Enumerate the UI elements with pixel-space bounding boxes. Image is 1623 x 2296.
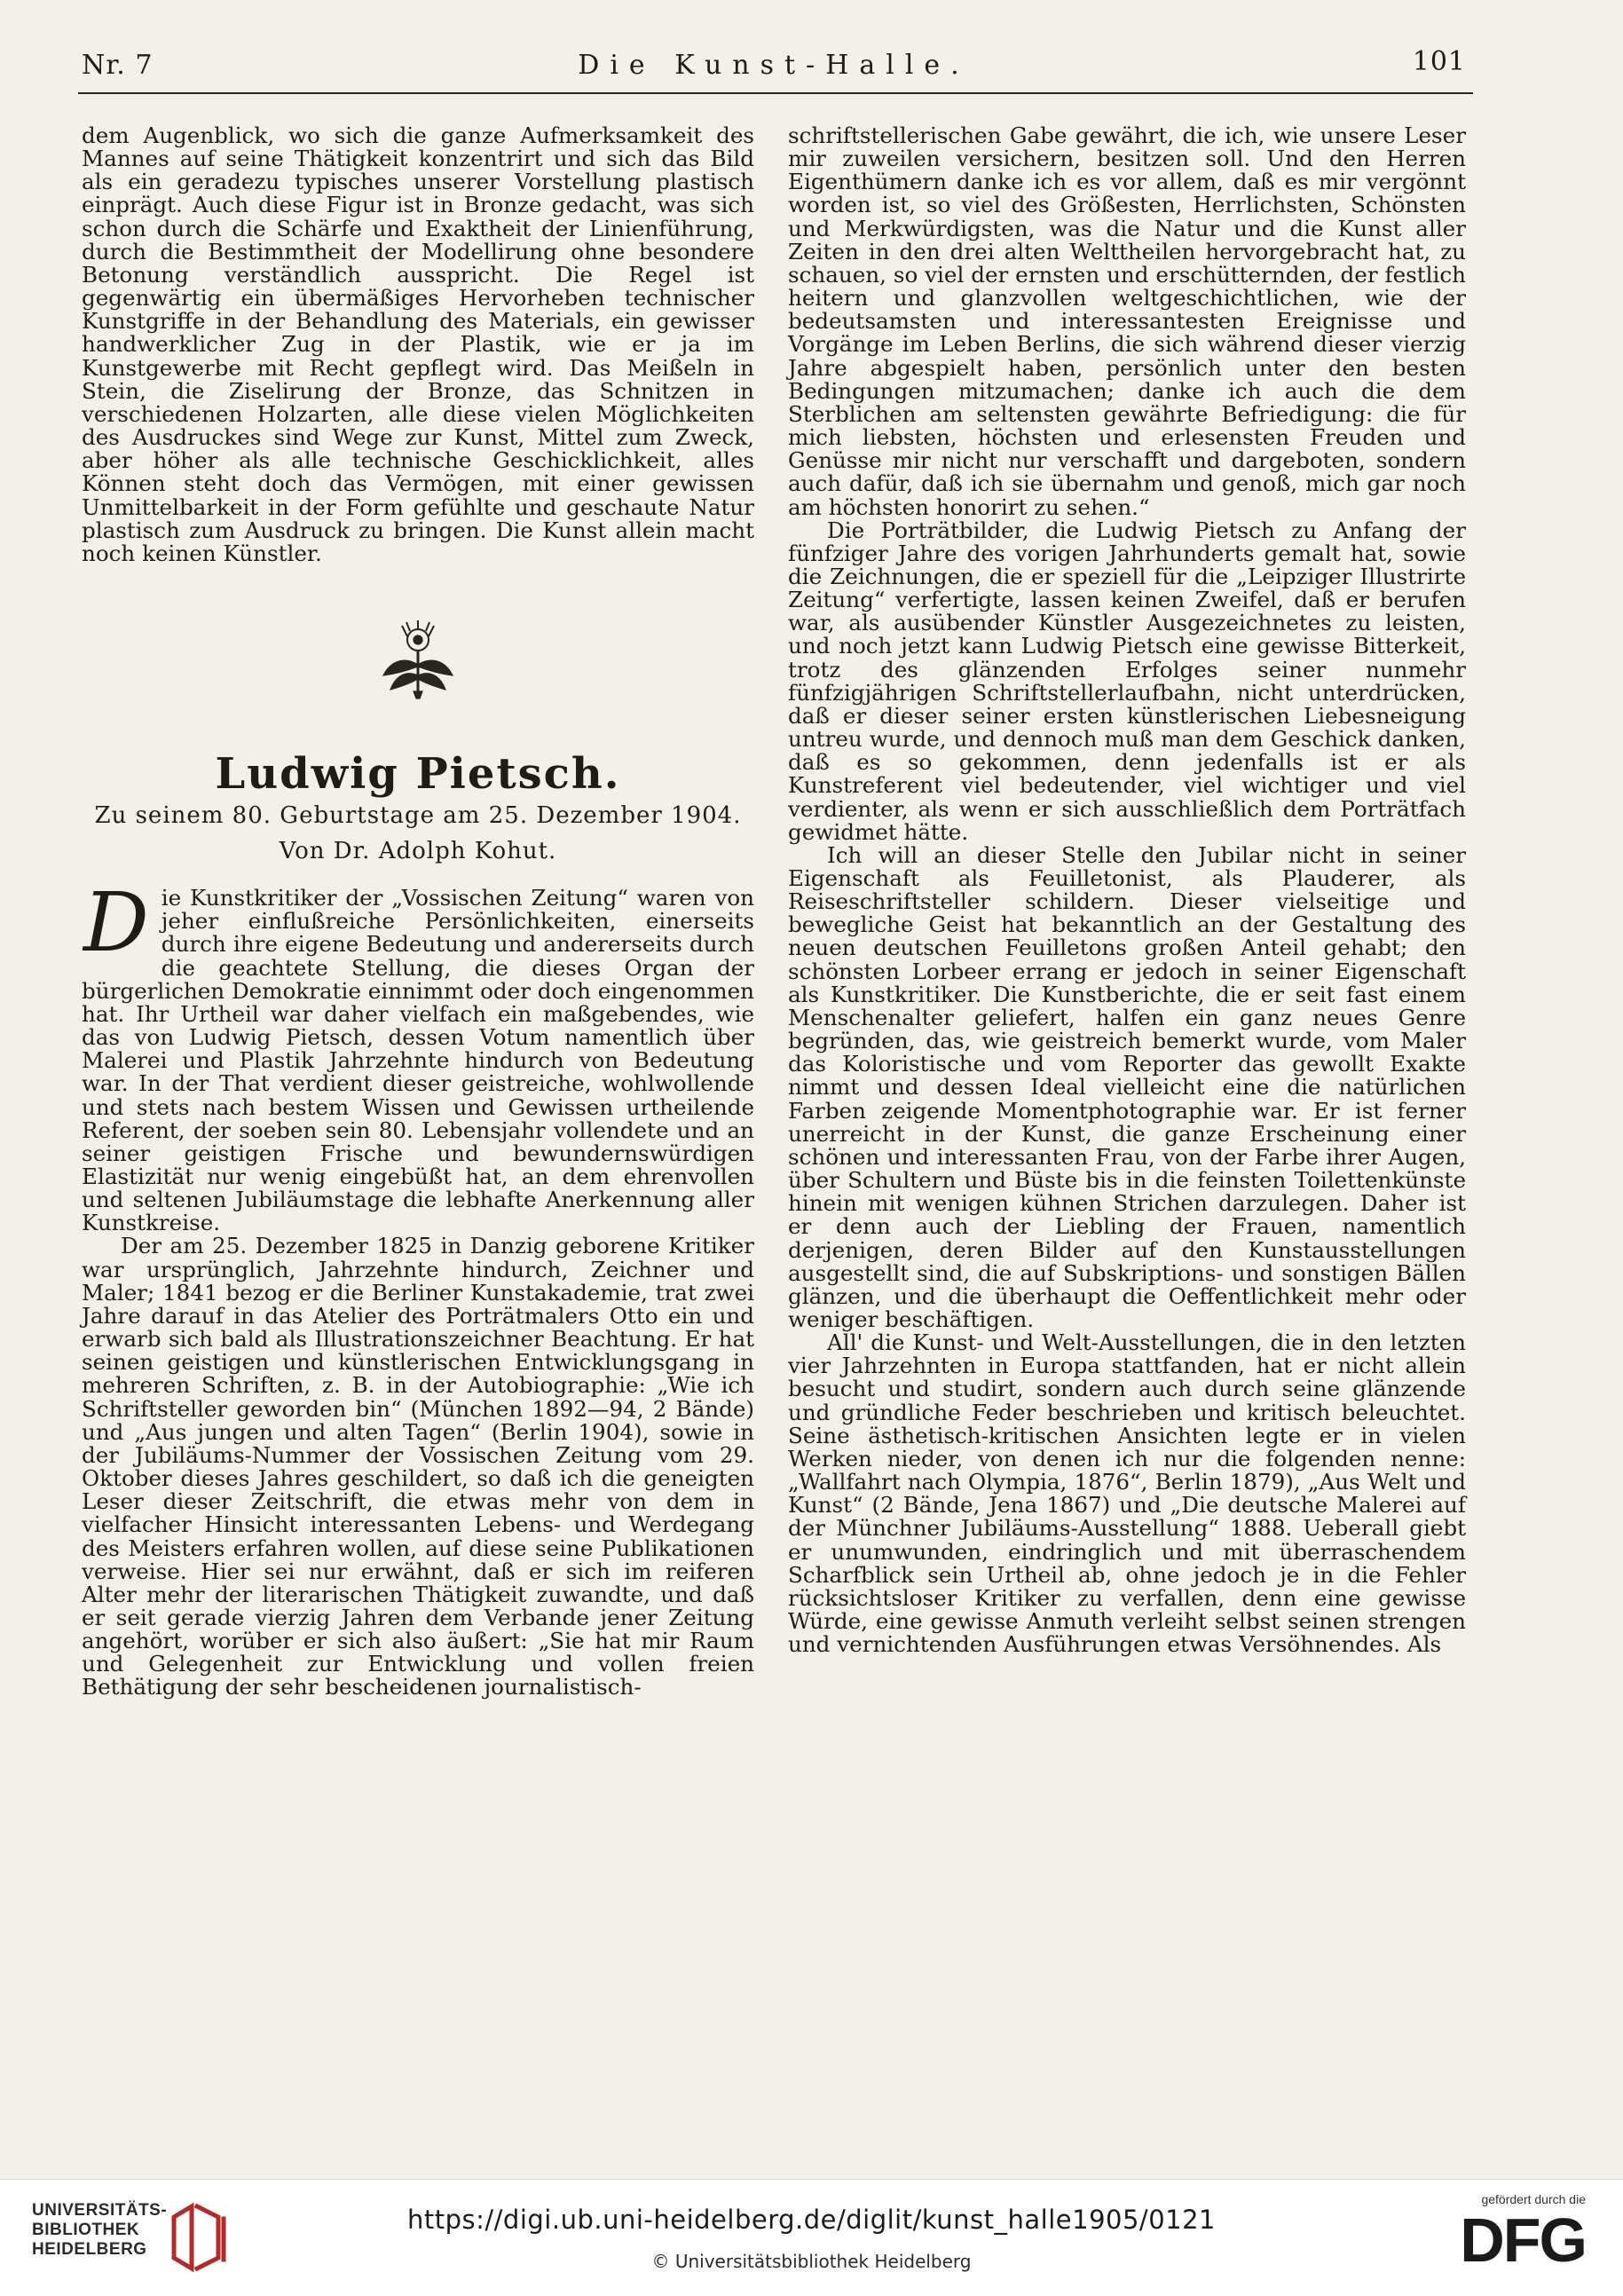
funded-by-caption: gefördert durch die <box>1481 2192 1586 2206</box>
article-first-paragraph <box>82 875 754 1236</box>
quote-continuation: schriftstellerischen Gabe gewährt, die ich, wie unsere Leser mir zuweilen versichern, besitzen soll. Und den Herren Eigenthümern danke ich es vor allem, daß es mir vergönnt worden ist, so viel des Größesten, Herrlichsten, Schönsten und Merkwürdigsten, was die Natur und die Kunst aller Zeiten in den drei alten Welttheilen hervorgebracht hat, zu schauen, so viel der ernsten und erschütternden, der festlich heitern und glanzvollen weltgeschichtlichen, wie der bedeutsamsten und interessantesten Ereignisse und Vorgänge im Leben Berlins, die sich während dieser vierzig Jahre abgespielt haben, persönlich unter den besten Bedingungen mitzumachen; danke ich auch die dem Sterblichen am seltensten gewährte Befriedigung: die für mich liebsten, höchsten und erlesensten Freuden und Genüsse mir nicht nur verschafft und dargeboten, sondern auch dafür, daß ich sie übernahm und genoß, mich gar noch am höchsten honorirt zu sehen.“ <box>788 122 1466 520</box>
permalink-url[interactable]: https://digi.ub.uni-heidelberg.de/diglit/kunst_halle1905/0121 <box>406 2205 1217 2235</box>
running-header <box>82 46 1466 85</box>
dfg-funding-logo[interactable] <box>1417 2192 1586 2290</box>
article-paragraph: All' die Kunst- und Welt-Ausstellungen, die in den letzten vier Jahrzehnten in Europa stattfanden, hat er nicht allein besucht und studirt, sondern auch durch seine glänzende und gründliche Feder beschrieben und kritisch beleuchtet. Seine ästhetisch-kritischen Ansichten legte er in vielen Werken nieder, von denen ich nur die folgenden nenne: „Wallfahrt nach Olympia, 1876“, Berlin 1879), „Aus Welt und Kunst“ (2 Bände, Jena 1867) und „Die deutsche Malerei auf der Münchner Jubiläums-Ausstellung“ 1888. Ueberall giebt er unumwunden, eindringlich und mit überraschendem Scharfblick sein Urtheil ab, ohne jedoch je in die Fehler rücksichtsloser Kritiker zu verfallen, denn eine gewisse Würde, eine gewisse Anmuth verleiht selbst seinen strengen und vernichtenden Ausführungen etwas Versöhnendes. Als <box>788 1329 1466 1658</box>
right-column <box>788 124 1466 1656</box>
left-column <box>82 124 754 1700</box>
dfg-wordmark: DFG <box>1460 2205 1586 2275</box>
article-paragraph: Der am 25. Dezember 1825 in Danzig geborene Kritiker war ursprünglich, Jahrzehnte hindurch, Zeichner und Maler; 1841 bezog er die Berliner Kunstakademie, trat zwei Jahre darauf in das Atelier des Porträtmalers Otto ein und erwarb sich bald als Illustrationszeichner Beachtung. Er hat seinen geistigen und künstlerischen Entwicklungsgang in mehreren Schriften, z. B. in der Autobiographie: „Wie ich Schriftsteller geworden bin“ (München 1892—94, 2 Bände) und „Aus jungen und alten Tagen“ (Berlin 1904), sowie in der Jubiläums-Nummer der Vossischen Zeitung vom 29. Oktober dieses Jahres geschildert, so daß ich die geneigten Leser dieser Zeitschrift, die etwas mehr von dem in vielfacher Hinsicht interessanten Lebens- und Werdegang des Meisters erfahren wollen, auf diese seine Publikationen verweise. Hier sei nur erwähnt, daß er sich im reiferen Alter mehr der literarischen Thätigkeit zuwandte, und daß er seit gerade vierzig Jahren dem Verbande jener Zeitung angehört, worüber er sich also äußert: „Sie hat mir Raum und Gelegenheit zur Entwicklung und vollen freien Bethätigung der sehr bescheidenen journalistisch- <box>82 1233 754 1700</box>
copyright-notice: © Universitätsbibliothek Heidelberg <box>651 2251 972 2272</box>
journal-title: Die Kunst-Halle. <box>578 50 970 81</box>
article-paragraph: Ich will an dieser Stelle den Jubilar nicht in seiner Eigenschaft als Feuilletonist, als Plauderer, als Reiseschriftsteller schildern. Dieser vielseitige und bewegliche Geist hat bekanntlich an der Gestaltung des neuen deutschen Feuilletons großen Anteil gehabt; den schönsten Lorbeer errang er jedoch in seiner Eigenschaft als Kunstkritiker. Die Kunstberichte, die er seit fast einem Menschenalter geliefert, halfen ein ganz neues Genre begründen, das, wie geistreich bemerkt wurde, vom Maler das Koloristische und vom Reporter das gewollt Exakte nimmt und dessen Ideal vielleicht eine die natürlichen Farben zeigende Momentphotographie war. Er ist ferner unerreicht in der Kunst, die ganze Erscheinung einer schönen und interessanten Frau, von der Farbe ihrer Augen, über Schultern und Büste bis in die feinsten Toilettenkünste hinein mit wenigen kühnen Strichen darzulegen. Daher ist er denn auch der Liebling der Frauen, namentlich derjenigen, deren Bilder auf den Kunstausstellungen ausgestellt sind, die auf Subskriptions- und sonstigen Bällen glänzen, und die überhaupt die Oeffentlichkeit mehr oder weniger beschäftigen. <box>788 841 1466 1332</box>
university-library-name: UNIVERSITÄTS- BIBLIOTHEK HEIDELBERG <box>32 2201 168 2259</box>
first-paragraph-text: ie Kunstkritiker der „Vossischen Zeitung“ waren von jeher einflußreiche Persönlichkeiten, einerseits durch ihre eigene Bedeutung und andererseits durch die geachtete Stellung, die dieses Organ der bürgerlichen Demokratie einnimmt oder doch eingenommen hat. Ihr Urtheil war daher vielfach ein maßgebendes, wie das von Ludwig Pietsch, dessen Votum namentlich über Malerei und Plastik Jahrzehnte hindurch von Bedeutung war. In der That verdient dieser geistreiche, wohlwollende und stets nach bestem Wissen und Gewissen urtheilende Referent, der soeben sein 80. Lebensjahr vollendete und an seiner geistigen Frische und bewundernswürdigen Elastizität nur wenig eingebüßt hat, an dem ehrenvollen und seltenen Jubiläumstage die lebhafte Anerkennung aller Kunstkreise. <box>82 885 754 1236</box>
byline: Von Dr. Adolph Kohut. <box>279 838 557 865</box>
article-subtitle: Zu seinem 80. Geburtstage am 25. Dezember 1904. <box>94 802 742 830</box>
continued-paragraph: dem Augenblick, wo sich die ganze Aufmerksamkeit des Mannes auf seine Thätigkeit konzentrirt und sich das Bild als ein geradezu typisches unserer Vorstellung plastisch einprägt. Auch diese Figur ist in Bronze gedacht, was sich schon durch die Schärfe und Exaktheit der Linienführung, durch die Bestimmtheit der Modellirung ohne besondere Betonung verständlich ausspricht. Die Regel ist gegenwärtig ein übermäßiges Hervorheben technischer Kunstgriffe in der Behandlung des Materials, ein gewisser handwerklicher Zug in der Plastik, wie er ja im Kunstgewerbe mit Recht gepflegt wird. Das Meißeln in Stein, die Ziselirung der Bronze, das Schnitzen in verschiedenen Holzarten, alle diese vielen Möglichkeiten des Ausdruckes sind Wege zur Kunst, Mittel zum Zweck, aber höher als alle technische Geschicklichkeit, alles Können steht doch das Vermögen, mit einer gewissen Unmittelbarkeit in der Form gefühlte und geschaute Natur plastisch zum Ausdruck zu bringen. Die Kunst allein macht noch keinen Künstler. <box>82 122 754 566</box>
drop-cap: D <box>83 875 149 971</box>
article-paragraph: Die Porträtbilder, die Ludwig Pietsch zu Anfang der fünfziger Jahre des vorigen Jahrhunderts gemalt hat, sowie die Zeichnungen, die er speziell für die „Leipziger Illustrirte Zeitung“ verfertigte, lassen keinen Zweifel, daß er berufen war, als ausübender Künstler Ausgezeichnetes zu leisten, und noch jetzt kann Ludwig Pietsch eine gewisse Bitterkeit, trotz des glänzenden Erfolges seiner nunmehr fünfzigjährigen Schriftstellerlaufbahn, nicht unterdrücken, daß er dieser seiner ersten künstlerischen Liebesneigung untreu wurde, und dennoch muß man dem Geschick danken, daß es so gekommen, denn jedenfalls ist er als Kunstreferent viel bedeutender, viel wichtiger und viel verdienter, als wenn er sich ausschließlich dem Porträtfach gewidmet hätte. <box>788 517 1466 845</box>
header-rule <box>78 92 1473 94</box>
article-title: Ludwig Pietsch. <box>215 748 621 799</box>
page-number: 101 <box>1412 46 1466 77</box>
issue-number: Nr. 7 <box>82 50 154 81</box>
flower-ornament-icon <box>378 620 458 700</box>
viewer-footer <box>0 2179 1623 2296</box>
